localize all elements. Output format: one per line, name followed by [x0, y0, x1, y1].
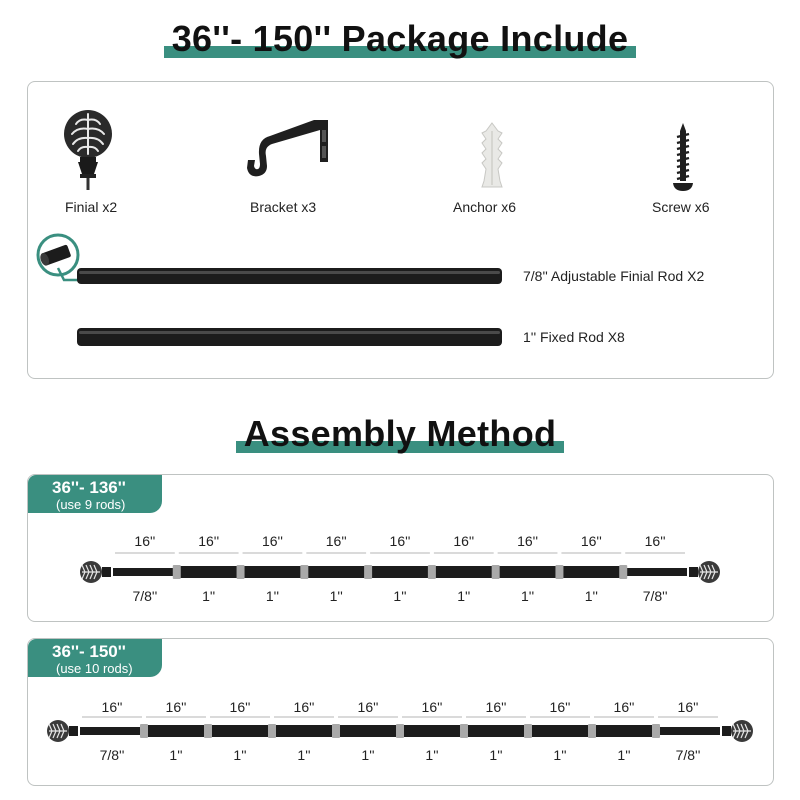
segment-size-label: 1'' — [425, 747, 439, 763]
segment-length-label: 16'' — [644, 533, 666, 549]
rod-connector — [524, 724, 532, 738]
segment-size-label: 1'' — [617, 747, 631, 763]
segment-length-label: 16'' — [261, 533, 283, 549]
rod-connector — [588, 724, 596, 738]
segment-length-label: 16'' — [453, 533, 475, 549]
segment-length-label: 16'' — [134, 533, 156, 549]
segment-size-label: 1'' — [489, 747, 503, 763]
segment-length-label: 16'' — [229, 699, 251, 715]
rod-connector — [396, 724, 404, 738]
range-label: 36''- 150'' — [52, 642, 126, 661]
segment-length-label: 16'' — [485, 699, 507, 715]
bracket-label: Bracket x3 — [250, 199, 317, 215]
rod-segment — [144, 725, 208, 737]
range-label: 36''- 136'' — [52, 478, 126, 497]
rod-connector — [460, 724, 468, 738]
rod-segment — [656, 727, 720, 735]
rod-segment — [528, 725, 592, 737]
segment-size-label: 1'' — [297, 747, 311, 763]
rod-segment — [400, 725, 464, 737]
rod-count-note: (use 9 rods) — [56, 497, 126, 512]
rod-connector — [204, 724, 212, 738]
anchor-label: Anchor x6 — [453, 199, 517, 215]
segment-length-label: 16'' — [421, 699, 443, 715]
finial-label: Finial x2 — [65, 199, 118, 215]
segment-size-label: 7/8'' — [675, 747, 701, 763]
segment-size-label: 7/8'' — [132, 588, 158, 604]
segment-length-label: 16'' — [165, 699, 187, 715]
segment-size-label: 7/8'' — [99, 747, 125, 763]
segment-length-label: 16'' — [677, 699, 699, 715]
rod-connector — [332, 724, 340, 738]
rod-segment — [336, 725, 400, 737]
segment-length-label: 16'' — [549, 699, 571, 715]
segment-size-label: 1'' — [584, 588, 598, 604]
fixed-rod-label: 1'' Fixed Rod X8 — [523, 329, 625, 345]
adjustable-rod-label: 7/8'' Adjustable Finial Rod X2 — [523, 268, 705, 284]
assembly-title: Assembly Method — [243, 413, 557, 454]
rod-segment — [272, 725, 336, 737]
segment-size-label: 1'' — [329, 588, 343, 604]
segment-size-label: 1'' — [202, 588, 216, 604]
rod-segment — [208, 725, 272, 737]
rod-count-note: (use 10 rods) — [56, 661, 133, 676]
segment-size-label: 1'' — [233, 747, 247, 763]
segment-length-label: 16'' — [357, 699, 379, 715]
segment-size-label: 1'' — [457, 588, 471, 604]
rod-connector — [140, 724, 148, 738]
finial-icon — [47, 720, 78, 742]
segment-size-label: 1'' — [393, 588, 407, 604]
screw-label: Screw x6 — [652, 199, 710, 215]
segment-length-label: 16'' — [101, 699, 123, 715]
segment-length-label: 16'' — [198, 533, 220, 549]
segment-length-label: 16'' — [580, 533, 602, 549]
segment-size-label: 1'' — [361, 747, 375, 763]
segment-size-label: 1'' — [169, 747, 183, 763]
finial-icon — [722, 720, 753, 742]
segment-length-label: 16'' — [293, 699, 315, 715]
segment-size-label: 1'' — [553, 747, 567, 763]
rod-segment — [464, 725, 528, 737]
segment-length-label: 16'' — [613, 699, 635, 715]
segment-size-label: 7/8'' — [642, 588, 668, 604]
rod-segment — [592, 725, 656, 737]
package-title: 36''- 150'' Package Include — [171, 18, 629, 59]
segment-length-label: 16'' — [517, 533, 539, 549]
segment-size-label: 1'' — [265, 588, 280, 604]
segment-length-label: 16'' — [389, 533, 411, 549]
segment-length-label: 16'' — [325, 533, 347, 549]
segment-size-label: 1'' — [520, 588, 535, 604]
rod-segment — [80, 727, 144, 735]
rod-connector — [268, 724, 276, 738]
rod-connector — [652, 724, 660, 738]
